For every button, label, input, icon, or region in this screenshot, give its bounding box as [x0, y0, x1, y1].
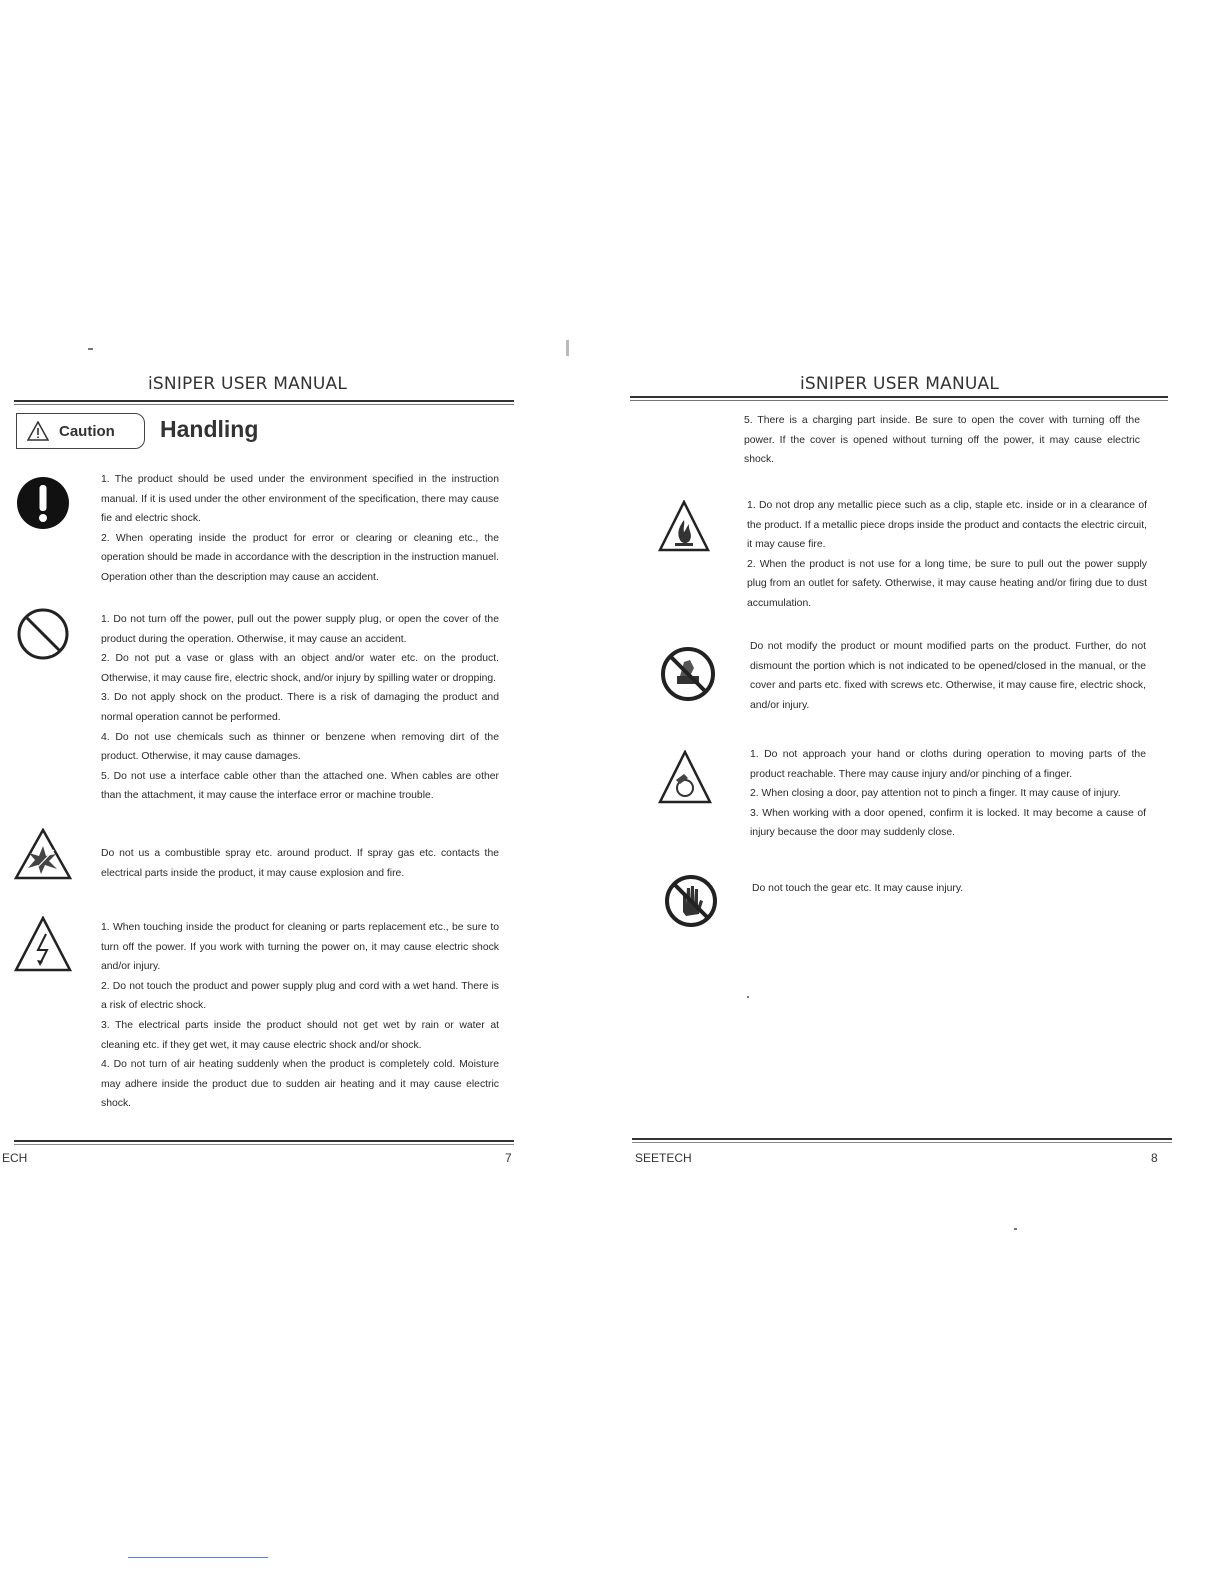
warning-triangle-icon — [27, 421, 49, 441]
section-title: Handling — [160, 416, 259, 442]
paragraph: 2. When the product is not use for a long time, be sure to pull out the power supply plug from an outlet for safety. Otherwise, it may cause heating and/or firing due to dust accumulation. — [747, 558, 1147, 609]
fire-warning-icon — [658, 500, 710, 552]
paragraph: 1. The product should be used under the environment specified in the instruction manual. If it is used under the other environment of the specification, there may cause fie and electric shock. — [101, 474, 499, 525]
footer-brand: SEETECH — [635, 1151, 692, 1165]
caution-label: Caution — [59, 422, 115, 440]
scan-speck — [747, 996, 749, 998]
scan-speck — [1014, 1228, 1017, 1230]
right-block-4 — [752, 879, 1148, 899]
paragraph: 2. When closing a door, pay attention not to pinch a finger. It may cause of injury. — [750, 788, 1121, 800]
paragraph: 1. Do not turn off the power, pull out the power supply plug, or open the cover of the product during the operation. Otherwise, it may cause an accident. — [101, 614, 499, 645]
paragraph: 4. Do not turn of air heating suddenly when the product is completely cold. Moisture may adhere inside the product due to sudden air heating and it may cause electric shock. — [101, 1059, 499, 1110]
paragraph: Do not modify the product or mount modified parts on the product. Further, do not dismount the portion which is not indicated to be opened/closed in the manual, or the cover and parts etc. fixed with screws etc. Otherwise, it may cause fire, electric shock, and/or injury. — [750, 641, 1146, 711]
footer-rule-thin — [14, 1144, 514, 1145]
right-block-0 — [744, 411, 1140, 470]
paragraph: 3. The electrical parts inside the product should not get wet by rain or water at cleaning etc. if they get wet, it may cause electric shock and/or shock. — [101, 1019, 499, 1051]
pinch-hazard-icon — [658, 750, 712, 804]
paragraph: Do not us a combustible spray etc. around product. If spray gas etc. contacts the electrical parts inside the product, it may cause explosion and fire. — [101, 848, 499, 879]
page-number: 7 — [505, 1151, 512, 1165]
paragraph: 2. Do not touch the product and power supply plug and cord with a wet hand. There is a risk of electric shock. — [101, 980, 499, 1012]
paragraph: 1. When touching inside the product for cleaning or parts replacement etc., be sure to turn off the power. If you work with turning the power on, it may cause electric shock and/or injury. — [101, 922, 499, 973]
scan-speck — [88, 348, 93, 350]
header-rule — [14, 400, 514, 402]
exclamation-circle-icon — [16, 476, 70, 530]
paragraph: 2. Do not put a vase or glass with an object and/or water etc. on the product. Otherwise, it may cause fire, electric shock, and/or injury by spilling water or dropping. — [101, 653, 499, 684]
footer-rule — [14, 1140, 514, 1142]
paragraph: Do not touch the gear etc. It may cause injury. — [752, 883, 964, 894]
paragraph: 5. Do not use a interface cable other than the attached one. When cables are other than the attachment, it may cause the interface error or machine trouble. — [101, 770, 499, 802]
right-block-2 — [750, 637, 1146, 715]
paragraph: 4. Do not use chemicals such as thinner or benzene when removing dirt of the product. Otherwise, it may cause damages. — [101, 731, 499, 763]
page-link[interactable] — [128, 1557, 268, 1558]
paragraph: 3. When working with a door opened, confirm it is locked. It may become a cause of injury because the door may suddenly close. — [750, 807, 1146, 839]
left-block-0 — [101, 470, 499, 588]
scan-speck — [566, 340, 569, 356]
paragraph: 2. When operating inside the product for error or clearing or cleaning etc., the operation should be made in accordance with the description in the instruction manuel. Operation other than the description may cause an accident. — [101, 532, 499, 583]
header-rule-thin — [630, 400, 1168, 401]
header-title: iSNIPER USER MANUAL — [800, 374, 1000, 394]
right-page — [612, 0, 1224, 1584]
header-title: iSNIPER USER MANUAL — [148, 374, 348, 394]
paragraph: 3. Do not apply shock on the product. There is a risk of damaging the product and normal operation cannot be performed. — [101, 692, 499, 723]
left-block-2 — [101, 844, 499, 883]
prohibition-icon — [16, 607, 70, 661]
no-touch-hand-icon — [664, 874, 718, 928]
left-block-1 — [101, 610, 499, 806]
page-number: 8 — [1151, 1151, 1158, 1165]
explosion-warning-icon — [14, 828, 72, 880]
right-block-3 — [750, 745, 1146, 843]
left-block-3 — [101, 918, 499, 1114]
paragraph: 1. Do not drop any metallic piece such as a clip, staple etc. inside or in a clearance of the product. If a metallic piece drops inside the product and contacts the electric circuit, it may cause fire. — [747, 500, 1147, 551]
header-rule — [630, 396, 1168, 398]
caution-badge — [16, 413, 145, 449]
paragraph: 1. Do not approach your hand or cloths during operation to moving parts of the product reachable. There may cause injury and/or pinching of a finger. — [750, 749, 1146, 780]
footer-rule-thin — [632, 1142, 1172, 1143]
paragraph: 5. There is a charging part inside. Be sure to open the cover with turning off the power. If the cover is opened without turning off the power, it may cause electric shock. — [744, 415, 1140, 466]
right-block-1 — [747, 496, 1147, 614]
footer-brand: ECH — [2, 1151, 28, 1165]
no-disassembly-icon — [660, 646, 716, 702]
footer-rule — [632, 1138, 1172, 1140]
electric-shock-warning-icon — [14, 916, 72, 972]
header-rule-thin — [14, 404, 514, 405]
